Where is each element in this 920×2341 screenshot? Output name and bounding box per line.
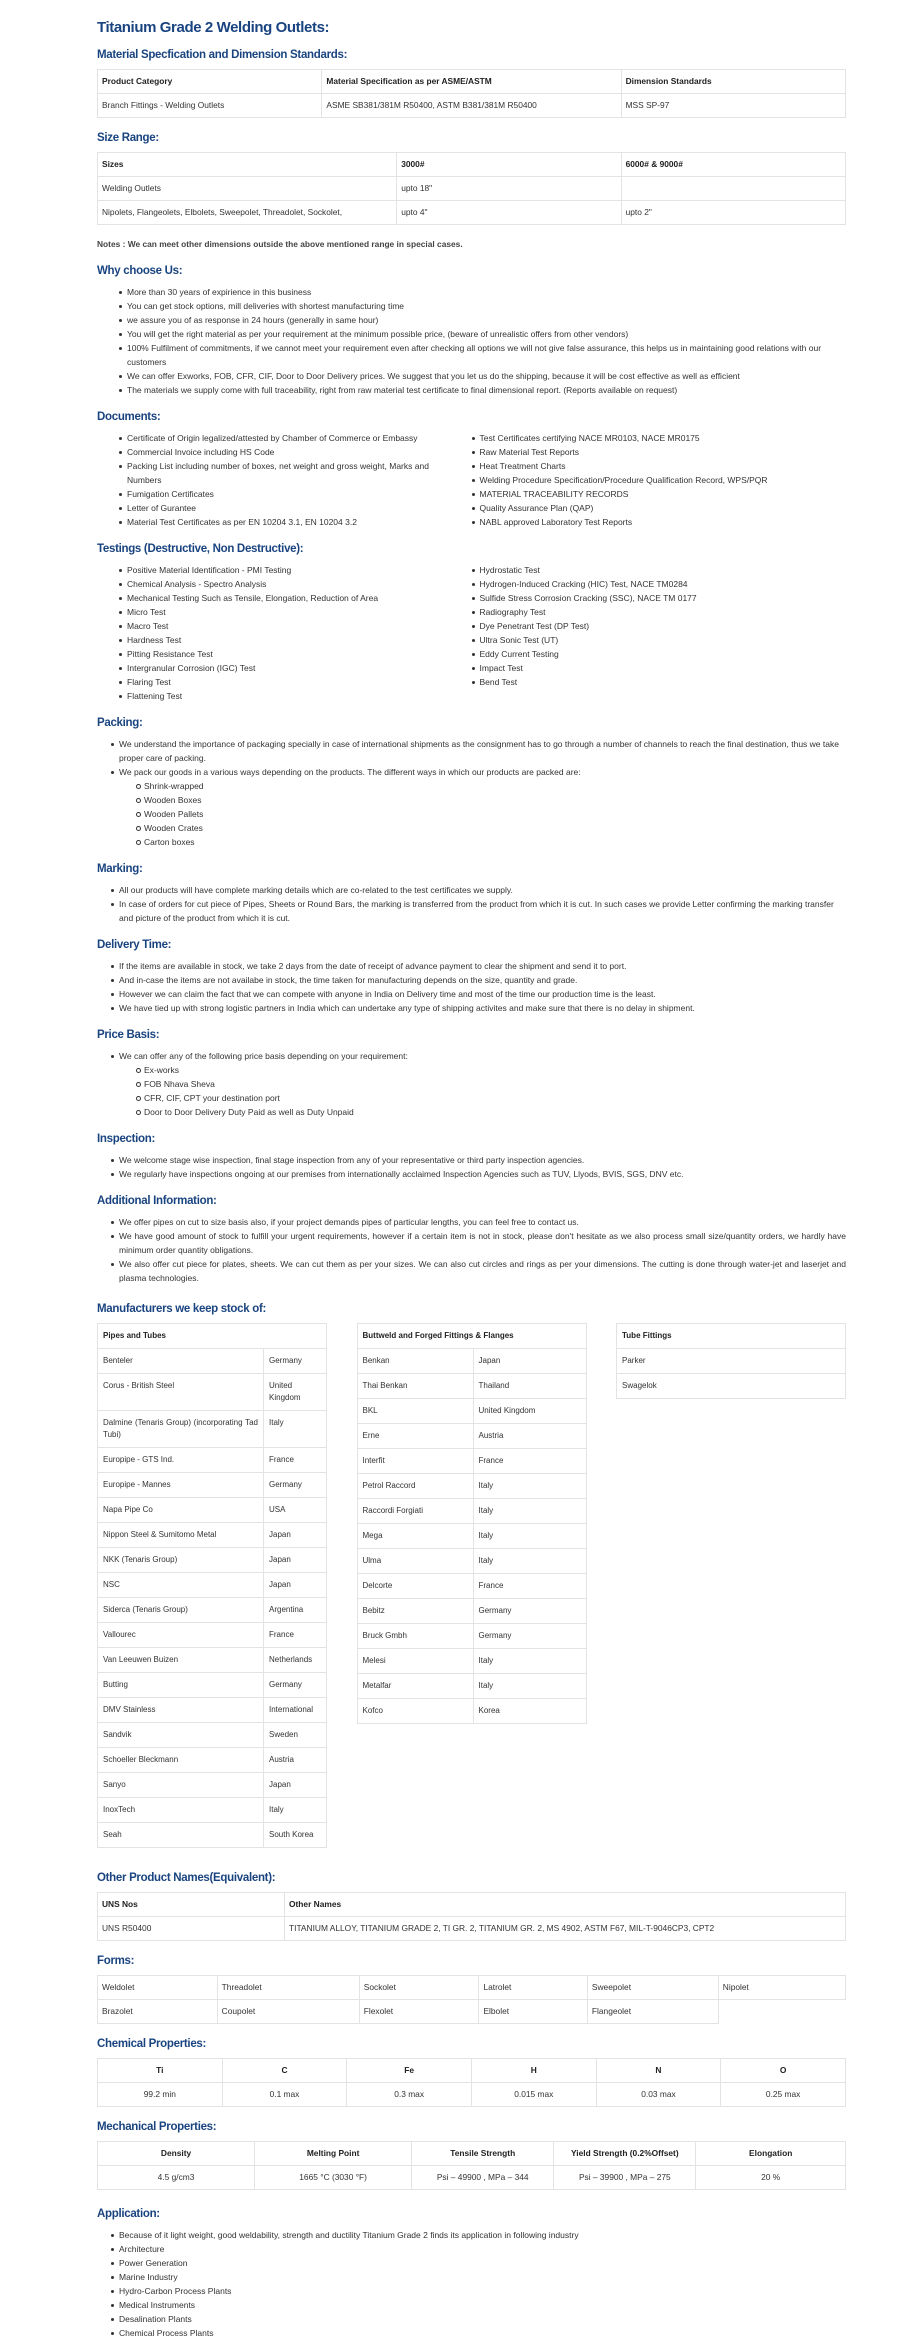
manufacturer-country: Italy xyxy=(473,1649,586,1674)
price-basis-heading: Price Basis: xyxy=(97,1029,160,1041)
list-item: Radiography Test xyxy=(472,605,847,619)
table-cell: Psi – 39900 , MPa – 275 xyxy=(554,2166,696,2190)
list-item: Eddy Current Testing xyxy=(472,647,847,661)
list-item: Certificate of Origin legalized/attested by Chamber of Commerce or Embassy xyxy=(119,431,444,445)
table-header: Tensile Strength xyxy=(412,2142,554,2166)
list-item: Power Generation xyxy=(111,2256,846,2270)
manufacturer-country: Germany xyxy=(473,1624,586,1649)
list-item: Dye Penetrant Test (DP Test) xyxy=(472,619,847,633)
form-cell: Elbolet xyxy=(479,2000,587,2024)
form-cell: Flexolet xyxy=(359,2000,479,2024)
manufacturer-country: Italy xyxy=(473,1474,586,1499)
table-row xyxy=(98,1648,327,1673)
list-item: NABL approved Laboratory Test Reports xyxy=(472,515,847,529)
table-header: Melting Point xyxy=(255,2142,412,2166)
list-item: Commercial Invoice including HS Code xyxy=(119,445,444,459)
manufacturer-name: Butting xyxy=(98,1673,264,1698)
manufacturer-country: Italy xyxy=(473,1524,586,1549)
table-row xyxy=(98,2000,846,2024)
testings-list-right xyxy=(472,563,847,703)
table-header-row xyxy=(98,70,846,94)
table-cell: UNS R50400 xyxy=(98,1917,285,1941)
list-item: we assure you of as response in 24 hours (generally in same hour) xyxy=(119,313,846,327)
list-item: Positive Material Identification - PMI Testing xyxy=(119,563,472,577)
table-header: Dimension Standards xyxy=(621,70,845,94)
list-item: Hardness Test xyxy=(119,633,472,647)
tube-fittings-table xyxy=(616,1323,846,1399)
table-row xyxy=(98,2083,846,2107)
list-item: If the items are available in stock, we take 2 days from the date of receipt of advance payment to clear the shipment and send it to port. xyxy=(111,959,846,973)
list-item: Raw Material Test Reports xyxy=(472,445,847,459)
table-row xyxy=(98,1411,327,1448)
table-header-row xyxy=(98,1324,327,1349)
manufacturer-country: South Korea xyxy=(264,1823,327,1848)
table-row xyxy=(98,1673,327,1698)
table-cell: upto 4" xyxy=(397,201,621,225)
why-choose-list xyxy=(97,285,846,397)
table-header: Tube Fittings xyxy=(617,1324,846,1349)
manufacturer-name: Melesi xyxy=(357,1649,473,1674)
form-cell: Brazolet xyxy=(98,2000,218,2024)
manufacturer-name: Sanyo xyxy=(98,1773,264,1798)
table-cell: TITANIUM ALLOY, TITANIUM GRADE 2, TI GR. 2, TITANIUM GR. 2, MS 4902, ASTM F67, MIL-T-9046CP3, CPT2 xyxy=(285,1917,846,1941)
table-row xyxy=(98,1498,327,1523)
list-item: We can offer Exworks, FOB, CFR, CIF, Door to Door Delivery prices. We suggest that you let us do the shipping, because it will be cost effective as well as efficient xyxy=(119,369,846,383)
table-row xyxy=(98,1349,327,1374)
table-cell: 4.5 g/cm3 xyxy=(98,2166,255,2190)
list-item: More than 30 years of expirience in this business xyxy=(119,285,846,299)
table-row xyxy=(98,1798,327,1823)
manufacturer-name: Seah xyxy=(98,1823,264,1848)
forms-heading: Forms: xyxy=(97,1955,135,1967)
manufacturer-name: Raccordi Forgiati xyxy=(357,1499,473,1524)
manufacturer-name: Benteler xyxy=(98,1349,264,1374)
list-item: Welding Procedure Specification/Procedure Qualification Record, WPS/PQR xyxy=(472,473,847,487)
list-item: The materials we supply come with full traceability, right from raw material test certificate to final dimensional report. (Reports available on request) xyxy=(119,383,846,397)
form-cell: Sweepolet xyxy=(587,1976,718,2000)
list-item: We also offer cut piece for plates, sheets. We can cut them as per your sizes. We can also cut circles and rings as per your dimensions. The cutting is done through water-jet and laserjet and plasma technologies. xyxy=(111,1257,846,1285)
testings-columns xyxy=(97,563,846,703)
manufacturer-country: Sweden xyxy=(264,1723,327,1748)
manufacturer-country: Italy xyxy=(473,1499,586,1524)
table-cell: Nipolets, Flangeolets, Elbolets, Sweepolet, Threadolet, Sockolet, xyxy=(98,201,397,225)
list-item xyxy=(111,765,846,849)
form-cell: Sockolet xyxy=(359,1976,479,2000)
table-row xyxy=(98,1598,327,1623)
manufacturer-name: Ulma xyxy=(357,1549,473,1574)
manufacturer-country: United Kingdom xyxy=(473,1399,586,1424)
table-row xyxy=(98,1448,327,1473)
list-item: Quality Assurance Plan (QAP) xyxy=(472,501,847,515)
table-cell: Branch Fittings - Welding Outlets xyxy=(98,94,322,118)
form-cell: Coupolet xyxy=(217,2000,359,2024)
table-row xyxy=(98,94,846,118)
table-row xyxy=(357,1474,586,1499)
table-row xyxy=(357,1549,586,1574)
table-header: Fe xyxy=(347,2059,472,2083)
table-header: Density xyxy=(98,2142,255,2166)
manufacturer-country: United Kingdom xyxy=(264,1374,327,1411)
testings-list-left xyxy=(97,563,472,703)
table-row xyxy=(617,1349,846,1374)
sub-list-item: Shrink-wrapped xyxy=(136,779,846,793)
list-item: Mechanical Testing Such as Tensile, Elongation, Reduction of Area xyxy=(119,591,472,605)
manufacturer-name: BKL xyxy=(357,1399,473,1424)
manufacturer-country: Thailand xyxy=(473,1374,586,1399)
list-item: Material Test Certificates as per EN 10204 3.1, EN 10204 3.2 xyxy=(119,515,444,529)
list-item: All our products will have complete marking details which are co-related to the test certificates we supply. xyxy=(111,883,846,897)
table-row xyxy=(98,201,846,225)
manufacturer-name: InoxTech xyxy=(98,1798,264,1823)
table-header: Sizes xyxy=(98,153,397,177)
manufacturer-name: NKK (Tenaris Group) xyxy=(98,1548,264,1573)
table-cell: ASME SB381/381M R50400, ASTM B381/381M R50400 xyxy=(322,94,621,118)
forms-table xyxy=(97,1975,846,2024)
table-row xyxy=(357,1674,586,1699)
table-header: Material Specification as per ASME/ASTM xyxy=(322,70,621,94)
application-heading: Application: xyxy=(97,2208,160,2220)
manufacturer-country: Austria xyxy=(264,1748,327,1773)
size-range-notes: Notes : We can meet other dimensions outside the above mentioned range in special cases. xyxy=(97,239,463,249)
list-item: 100% Fulfilment of commitments, if we cannot meet your requirement even after checking all options we will not give false assurance, this helps us in maintaining good relations with our customers xyxy=(119,341,846,369)
manufacturer-name: DMV Stainless xyxy=(98,1698,264,1723)
mechanical-table xyxy=(97,2141,846,2190)
table-row xyxy=(98,1548,327,1573)
manufacturer-name: Schoeller Bleckmann xyxy=(98,1748,264,1773)
table-row xyxy=(98,1523,327,1548)
list-item: Intergranular Corrosion (IGC) Test xyxy=(119,661,472,675)
sub-list-item: Door to Door Delivery Duty Paid as well as Duty Unpaid xyxy=(136,1105,846,1119)
list-item: Pitting Resistance Test xyxy=(119,647,472,661)
table-row xyxy=(357,1649,586,1674)
list-item: We regularly have inspections ongoing at our premises from internationally acclaimed Inspection Agencies such as TUV, Llyods, BVIS, SGS, DNV etc. xyxy=(111,1167,846,1181)
list-item: Marine Industry xyxy=(111,2270,846,2284)
list-item-text: We pack our goods in a various ways depending on the products. The different ways in which our products are packed are: xyxy=(119,767,581,777)
manufacturer-name: Sandvik xyxy=(98,1723,264,1748)
list-item: Heat Treatment Charts xyxy=(472,459,847,473)
manufacturer-country: Japan xyxy=(264,1523,327,1548)
table-row xyxy=(357,1524,586,1549)
manufacturer-country: Germany xyxy=(473,1599,586,1624)
manufacturer-country: International xyxy=(264,1698,327,1723)
list-item: We welcome stage wise inspection, final stage inspection from any of your representative or third party inspection agencies. xyxy=(111,1153,846,1167)
manufacturer-country: Japan xyxy=(264,1548,327,1573)
table-cell: 0.1 max xyxy=(222,2083,347,2107)
manufacturers-tables xyxy=(97,1323,846,1848)
manufacturer-name: Erne xyxy=(357,1424,473,1449)
documents-list-left xyxy=(97,431,472,529)
list-item: Letter of Gurantee xyxy=(119,501,444,515)
mechanical-heading: Mechanical Properties: xyxy=(97,2121,217,2133)
table-row xyxy=(98,1573,327,1598)
application-list xyxy=(97,2228,846,2340)
list-item: Fumigation Certificates xyxy=(119,487,444,501)
table-row xyxy=(98,1823,327,1848)
manufacturer-country: Germany xyxy=(264,1673,327,1698)
table-cell: 0.3 max xyxy=(347,2083,472,2107)
table-header: Product Category xyxy=(98,70,322,94)
table-row xyxy=(98,1917,846,1941)
list-item: Chemical Analysis - Spectro Analysis xyxy=(119,577,472,591)
table-row xyxy=(617,1374,846,1399)
packing-heading: Packing: xyxy=(97,717,143,729)
packing-list xyxy=(97,737,846,849)
table-row xyxy=(357,1374,586,1399)
other-names-heading: Other Product Names(Equivalent): xyxy=(97,1872,276,1884)
additional-info-list xyxy=(97,1215,846,1285)
table-cell: upto 18" xyxy=(397,177,621,201)
manufacturer-name: Van Leeuwen Buizen xyxy=(98,1648,264,1673)
table-row xyxy=(357,1599,586,1624)
table-row xyxy=(357,1499,586,1524)
table-cell: Welding Outlets xyxy=(98,177,397,201)
delivery-list xyxy=(97,959,846,1015)
price-basis-sub-list xyxy=(119,1063,846,1119)
inspection-heading: Inspection: xyxy=(97,1133,156,1145)
list-item: Micro Test xyxy=(119,605,472,619)
form-cell: Threadolet xyxy=(217,1976,359,2000)
list-item: Test Certificates certifying NACE MR0103, NACE MR0175 xyxy=(472,431,847,445)
table-cell: 0.25 max xyxy=(721,2083,846,2107)
additional-info-heading: Additional Information: xyxy=(97,1195,217,1207)
list-item: You will get the right material as per your requirement at the minimum possible price, (beware of unrealistic offers from other vendors) xyxy=(119,327,846,341)
table-header: 3000# xyxy=(397,153,621,177)
table-cell: 0.03 max xyxy=(596,2083,721,2107)
manufacturer-country: Germany xyxy=(264,1473,327,1498)
packing-sub-list xyxy=(119,779,846,849)
list-item: Desalination Plants xyxy=(111,2312,846,2326)
table-header: Buttweld and Forged Fittings & Flanges xyxy=(357,1324,586,1349)
table-header: O xyxy=(721,2059,846,2083)
table-header: Elongation xyxy=(696,2142,846,2166)
manufacturer-country: Argentina xyxy=(264,1598,327,1623)
manufacturer-country: France xyxy=(264,1448,327,1473)
material-spec-heading: Material Specfication and Dimension Standards: xyxy=(97,49,348,61)
testings-heading: Testings (Destructive, Non Destructive): xyxy=(97,543,304,555)
manufacturer-name: Swagelok xyxy=(617,1374,846,1399)
manufacturer-country: France xyxy=(473,1449,586,1474)
table-cell: MSS SP-97 xyxy=(621,94,845,118)
list-item: We have good amount of stock to fulfill your urgent requirements, however if a certain item is not in stock, please don't hesitate as we also process small size/quantity orders, we hardly have minimum order quantity obligations. xyxy=(111,1229,846,1257)
table-row xyxy=(98,1748,327,1773)
list-item: Because of it light weight, good weldability, strength and ductility Titanium Grade 2 finds its application in following industry xyxy=(111,2228,846,2242)
table-header: Yield Strength (0.2%Offset) xyxy=(554,2142,696,2166)
manufacturer-country: Japan xyxy=(473,1349,586,1374)
table-row xyxy=(98,1773,327,1798)
size-range-heading: Size Range: xyxy=(97,132,159,144)
table-row xyxy=(98,1723,327,1748)
table-row xyxy=(357,1699,586,1724)
documents-columns xyxy=(97,431,846,529)
manufacturer-name: Metalfar xyxy=(357,1674,473,1699)
list-item: We have tied up with strong logistic partners in India which can undertake any type of shipping activites and make sure that there is no delay in shipment. xyxy=(111,1001,846,1015)
buttweld-fittings-table xyxy=(357,1323,587,1724)
table-header: N xyxy=(596,2059,721,2083)
size-range-table xyxy=(97,152,846,225)
list-item: And in-case the items are not availabe in stock, the time taken for manufacturing depends on the size, quantity and grade. xyxy=(111,973,846,987)
manufacturer-name: Vallourec xyxy=(98,1623,264,1648)
list-item: However we can claim the fact that we can compete with anyone in India on Delivery time and most of the time our production time is the least. xyxy=(111,987,846,1001)
form-cell: Latrolet xyxy=(479,1976,587,2000)
manufacturer-country: Italy xyxy=(473,1674,586,1699)
table-header-row xyxy=(98,2142,846,2166)
table-cell: 20 % xyxy=(696,2166,846,2190)
list-item: MATERIAL TRACEABILITY RECORDS xyxy=(472,487,847,501)
list-item: Architecture xyxy=(111,2242,846,2256)
manufacturer-name: Nippon Steel & Sumitomo Metal xyxy=(98,1523,264,1548)
list-item: Flaring Test xyxy=(119,675,472,689)
list-item: Hydro-Carbon Process Plants xyxy=(111,2284,846,2298)
list-item: Ultra Sonic Test (UT) xyxy=(472,633,847,647)
list-item: Medical Instruments xyxy=(111,2298,846,2312)
sub-list-item: Wooden Pallets xyxy=(136,807,846,821)
manufacturer-name: Benkan xyxy=(357,1349,473,1374)
manufacturer-name: Europipe - GTS Ind. xyxy=(98,1448,264,1473)
manufacturer-country: Korea xyxy=(473,1699,586,1724)
manufacturer-name: Bebitz xyxy=(357,1599,473,1624)
table-row xyxy=(357,1449,586,1474)
table-row xyxy=(357,1399,586,1424)
table-cell: 0.015 max xyxy=(471,2083,596,2107)
table-header: 6000# & 9000# xyxy=(621,153,845,177)
table-row xyxy=(357,1424,586,1449)
marking-heading: Marking: xyxy=(97,863,143,875)
manufacturer-name: Siderca (Tenaris Group) xyxy=(98,1598,264,1623)
table-header-row xyxy=(617,1324,846,1349)
table-cell: Psi – 49900 , MPa – 344 xyxy=(412,2166,554,2190)
table-row xyxy=(98,2166,846,2190)
table-row xyxy=(357,1349,586,1374)
list-item: Hydrogen-Induced Cracking (HIC) Test, NACE TM0284 xyxy=(472,577,847,591)
manufacturer-name: Corus - British Steel xyxy=(98,1374,264,1411)
manufacturer-name: Petrol Raccord xyxy=(357,1474,473,1499)
table-row xyxy=(98,1374,327,1411)
other-names-table xyxy=(97,1892,846,1941)
table-row xyxy=(98,1473,327,1498)
table-row xyxy=(98,1976,846,2000)
delivery-heading: Delivery Time: xyxy=(97,939,172,951)
table-header-row xyxy=(98,153,846,177)
manufacturer-name: Dalmine (Tenaris Group) (incorporating Tad Tubi) xyxy=(98,1411,264,1448)
manufacturers-heading: Manufacturers we keep stock of: xyxy=(97,1303,267,1315)
list-item: In case of orders for cut piece of Pipes, Sheets or Round Bars, the marking is transferred from the product from which it is cut. In such cases we provide Letter confirming the marking transfer and picture of the product from which it is cut. xyxy=(111,897,846,925)
table-header: UNS Nos xyxy=(98,1893,285,1917)
list-item-text: We can offer any of the following price basis depending on your requirement: xyxy=(119,1051,408,1061)
form-cell: Weldolet xyxy=(98,1976,218,2000)
table-header: Ti xyxy=(98,2059,223,2083)
table-row xyxy=(98,1623,327,1648)
sub-list-item: FOB Nhava Sheva xyxy=(136,1077,846,1091)
manufacturer-country: Japan xyxy=(264,1773,327,1798)
chemical-heading: Chemical Properties: xyxy=(97,2038,207,2050)
form-cell: Flangeolet xyxy=(587,2000,718,2024)
pipes-tubes-table xyxy=(97,1323,327,1848)
why-choose-heading: Why choose Us: xyxy=(97,265,183,277)
manufacturer-country: Italy xyxy=(264,1798,327,1823)
manufacturer-country: Italy xyxy=(473,1549,586,1574)
chemical-table xyxy=(97,2058,846,2107)
sub-list-item: Ex-works xyxy=(136,1063,846,1077)
list-item: We offer pipes on cut to size basis also, if your project demands pipes of particular lengths, you can feel free to contact us. xyxy=(111,1215,846,1229)
list-item: Chemical Process Plants xyxy=(111,2326,846,2340)
table-header-row xyxy=(98,2059,846,2083)
list-item: We understand the importance of packaging specially in case of international shipments as the consignment has to go through a number of channels to reach the final destination, thus we take proper care of packing. xyxy=(111,737,846,765)
list-item xyxy=(111,1049,846,1119)
price-basis-list xyxy=(97,1049,846,1119)
manufacturer-name: Bruck Gmbh xyxy=(357,1624,473,1649)
list-item: Impact Test xyxy=(472,661,847,675)
table-row xyxy=(98,1698,327,1723)
manufacturer-name: Delcorte xyxy=(357,1574,473,1599)
manufacturer-country: Italy xyxy=(264,1411,327,1448)
list-item: Hydrostatic Test xyxy=(472,563,847,577)
manufacturer-name: Thai Benkan xyxy=(357,1374,473,1399)
list-item: Macro Test xyxy=(119,619,472,633)
table-cell xyxy=(621,177,845,201)
material-spec-table xyxy=(97,69,846,118)
list-item: Flattening Test xyxy=(119,689,472,703)
documents-list-right xyxy=(472,431,847,529)
manufacturer-name: Napa Pipe Co xyxy=(98,1498,264,1523)
manufacturer-name: Mega xyxy=(357,1524,473,1549)
table-cell: upto 2" xyxy=(621,201,845,225)
sub-list-item: Wooden Boxes xyxy=(136,793,846,807)
documents-heading: Documents: xyxy=(97,411,161,423)
table-cell: 1665 °C (3030 °F) xyxy=(255,2166,412,2190)
table-cell: 99.2 min xyxy=(98,2083,223,2107)
table-header-row xyxy=(98,1893,846,1917)
manufacturer-country: USA xyxy=(264,1498,327,1523)
form-cell-empty xyxy=(718,2000,845,2024)
form-cell: Nipolet xyxy=(718,1976,845,2000)
sub-list-item: CFR, CIF, CPT your destination port xyxy=(136,1091,846,1105)
list-item: You can get stock options, mill deliveries with shortest manufacturing time xyxy=(119,299,846,313)
manufacturer-country: France xyxy=(473,1574,586,1599)
list-item: Bend Test xyxy=(472,675,847,689)
table-header: C xyxy=(222,2059,347,2083)
manufacturer-country: Netherlands xyxy=(264,1648,327,1673)
manufacturer-name: Interfit xyxy=(357,1449,473,1474)
list-item: Sulfide Stress Corrosion Cracking (SSC), NACE TM 0177 xyxy=(472,591,847,605)
sub-list-item: Carton boxes xyxy=(136,835,846,849)
manufacturer-country: Germany xyxy=(264,1349,327,1374)
manufacturer-name: Europipe - Mannes xyxy=(98,1473,264,1498)
inspection-list xyxy=(97,1153,846,1181)
sub-list-item: Wooden Crates xyxy=(136,821,846,835)
manufacturer-name: Parker xyxy=(617,1349,846,1374)
page-title: Titanium Grade 2 Welding Outlets: xyxy=(97,19,330,36)
manufacturer-name: Kofco xyxy=(357,1699,473,1724)
table-row xyxy=(357,1574,586,1599)
table-header: H xyxy=(471,2059,596,2083)
list-item: Packing List including number of boxes, net weight and gross weight, Marks and Numbers xyxy=(119,459,444,487)
manufacturer-name: NSC xyxy=(98,1573,264,1598)
table-header-row xyxy=(357,1324,586,1349)
manufacturer-country: Japan xyxy=(264,1573,327,1598)
manufacturer-country: France xyxy=(264,1623,327,1648)
table-header: Other Names xyxy=(285,1893,846,1917)
table-row xyxy=(357,1624,586,1649)
marking-list xyxy=(97,883,846,925)
manufacturer-country: Austria xyxy=(473,1424,586,1449)
table-header: Pipes and Tubes xyxy=(98,1324,327,1349)
table-row xyxy=(98,177,846,201)
